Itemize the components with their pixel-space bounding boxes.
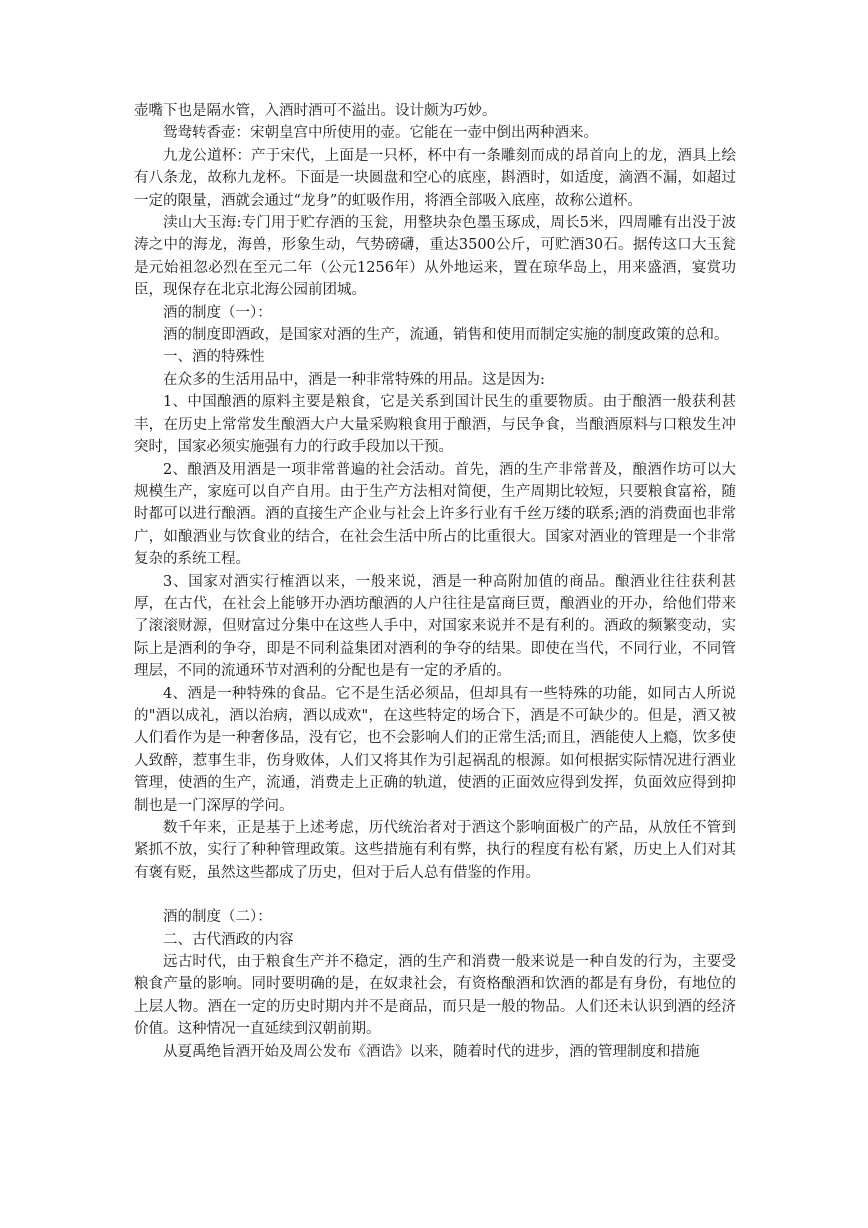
paragraph: 渎山大玉海:专门用于贮存酒的玉瓮，用整块杂色墨玉琢成，周长5米，四周雕有出没于波涛之中的海龙，海兽，形象生动，气势磅礴，重达3500公斤，可贮酒30石。据传这口大玉瓮是元始祖忽必烈在至元二年（公元1256年）从外地运来，置在琼华岛上，用来盛酒，宴赏功臣，现保存在北京北海公园前团城。 [134,215,736,299]
subsection-heading: 二、古代酒政的内容 [163,931,294,948]
section-heading: 酒的制度（二）： [163,909,272,926]
paragraph: 鸳鸯转香壶：宋朝皇宫中所使用的壶。它能在一壶中倒出两种酒来。 [163,125,598,142]
paragraph: 在众多的生活用品中，酒是一种非常特殊的用品。这是因为: [163,371,545,388]
subsection-heading: 一、酒的特殊性 [163,349,265,366]
paragraph: 2、酿酒及用酒是一项非常普遍的社会活动。首先，酒的生产非常普及，酿酒作坊可以大规模生产，家庭可以自产自用。由于生产方法相对简便，生产周期比较短，只要粮食富裕，随时都可以进行酿酒。酒的直接生产企业与社会上许多行业有千丝万缕的联系;酒的消费面也非常广，如酿酒业与饮食业的结合，在社会生活中所占的比重很大。国家对酒业的管理是一个非常复杂的系统工程。 [134,461,736,568]
paragraph: 九龙公道杯：产于宋代，上面是一只杯，杯中有一条雕刻而成的昂首向上的龙，酒具上绘有八条龙，故称九龙杯。下面是一块圆盘和空心的底座，斟酒时，如适度，滴酒不漏，如超过一定的限量，酒就会通过“龙身”的虹吸作用，将酒全部吸入底座，故称公道杯。 [134,147,736,209]
section-heading: 酒的制度（一）： [163,304,272,321]
paragraph: 数千年来，正是基于上述考虑，历代统治者对于酒这个影响面极广的产品，从放任不管到紧抓不放，实行了种种管理政策。这些措施有利有弊，执行的程度有松有紧，历史上人们对其有褒有贬，虽然这些都成了历史，但对于后人总有借鉴的作用。 [134,820,736,881]
blank-line [134,884,736,906]
paragraph: 1、中国酿酒的原料主要是粮食，它是关系到国计民生的重要物质。由于酿酒一般获利甚丰，在历史上常常发生酿酒大户大量采购粮食用于酿酒，与民争食，当酿酒原料与口粮发生冲突时，国家必须实施强有力的行政手段加以干预。 [134,394,736,456]
paragraph: 壶嘴下也是隔水管，入酒时酒可不溢出。设计颇为巧妙。 [134,103,497,119]
paragraph: 酒的制度即酒政，是国家对酒的生产，流通，销售和使用而制定实施的制度政策的总和。 [163,327,729,344]
paragraph: 3、国家对酒实行榷酒以来，一般来说，酒是一种高附加值的商品。酿酒业往往获利甚厚，在古代，在社会上能够开办酒坊酿酒的人户往往是富商巨贾，酿酒业的开办，给他们带来了滚滚财源，但财富过分集中在这些人手中，对国家来说并不是有利的。酒政的频繁变动，实际上是酒利的争夺，即是不同利益集团对酒利的争夺的结果。即使在当代，不同行业，不同管理层，不同的流通环节对酒利的分配也是有一定的矛盾的。 [134,573,736,680]
paragraph: 远古时代，由于粮食生产并不稳定，酒的生产和消费一般来说是一种自发的行为，主要受粮食产量的影响。同时要明确的是，在奴隶社会，有资格酿酒和饮酒的都是有身份，有地位的上层人物。酒在一定的历史时期内并不是商品，而只是一般的物品。人们还未认识到酒的经济价值。这种情况一直延续到汉朝前期。 [134,954,736,1038]
paragraph: 4、酒是一种特殊的食品。它不是生活必须品，但却具有一些特殊的功能，如同古人所说的"酒以成礼，酒以治病，酒以成欢"，在这些特定的场合下，酒是不可缺少的。但是，酒又被人们看作为是一种奢侈品，没有它，也不会影响人们的正常生活;而且，酒能使人上瘾，饮多使人致醉，惹事生非，伤身败体，人们又将其作为引起祸乱的根源。如何根据实际情况进行酒业管理，使酒的生产，流通，消费走上正确的轨道，使酒的正面效应得到发挥，负面效应得到抑制也是一门深厚的学问。 [134,685,736,814]
paragraph: 从夏禹绝旨酒开始及周公发布《酒诰》以来，随着时代的进步，酒的管理制度和措施 [163,1043,700,1060]
